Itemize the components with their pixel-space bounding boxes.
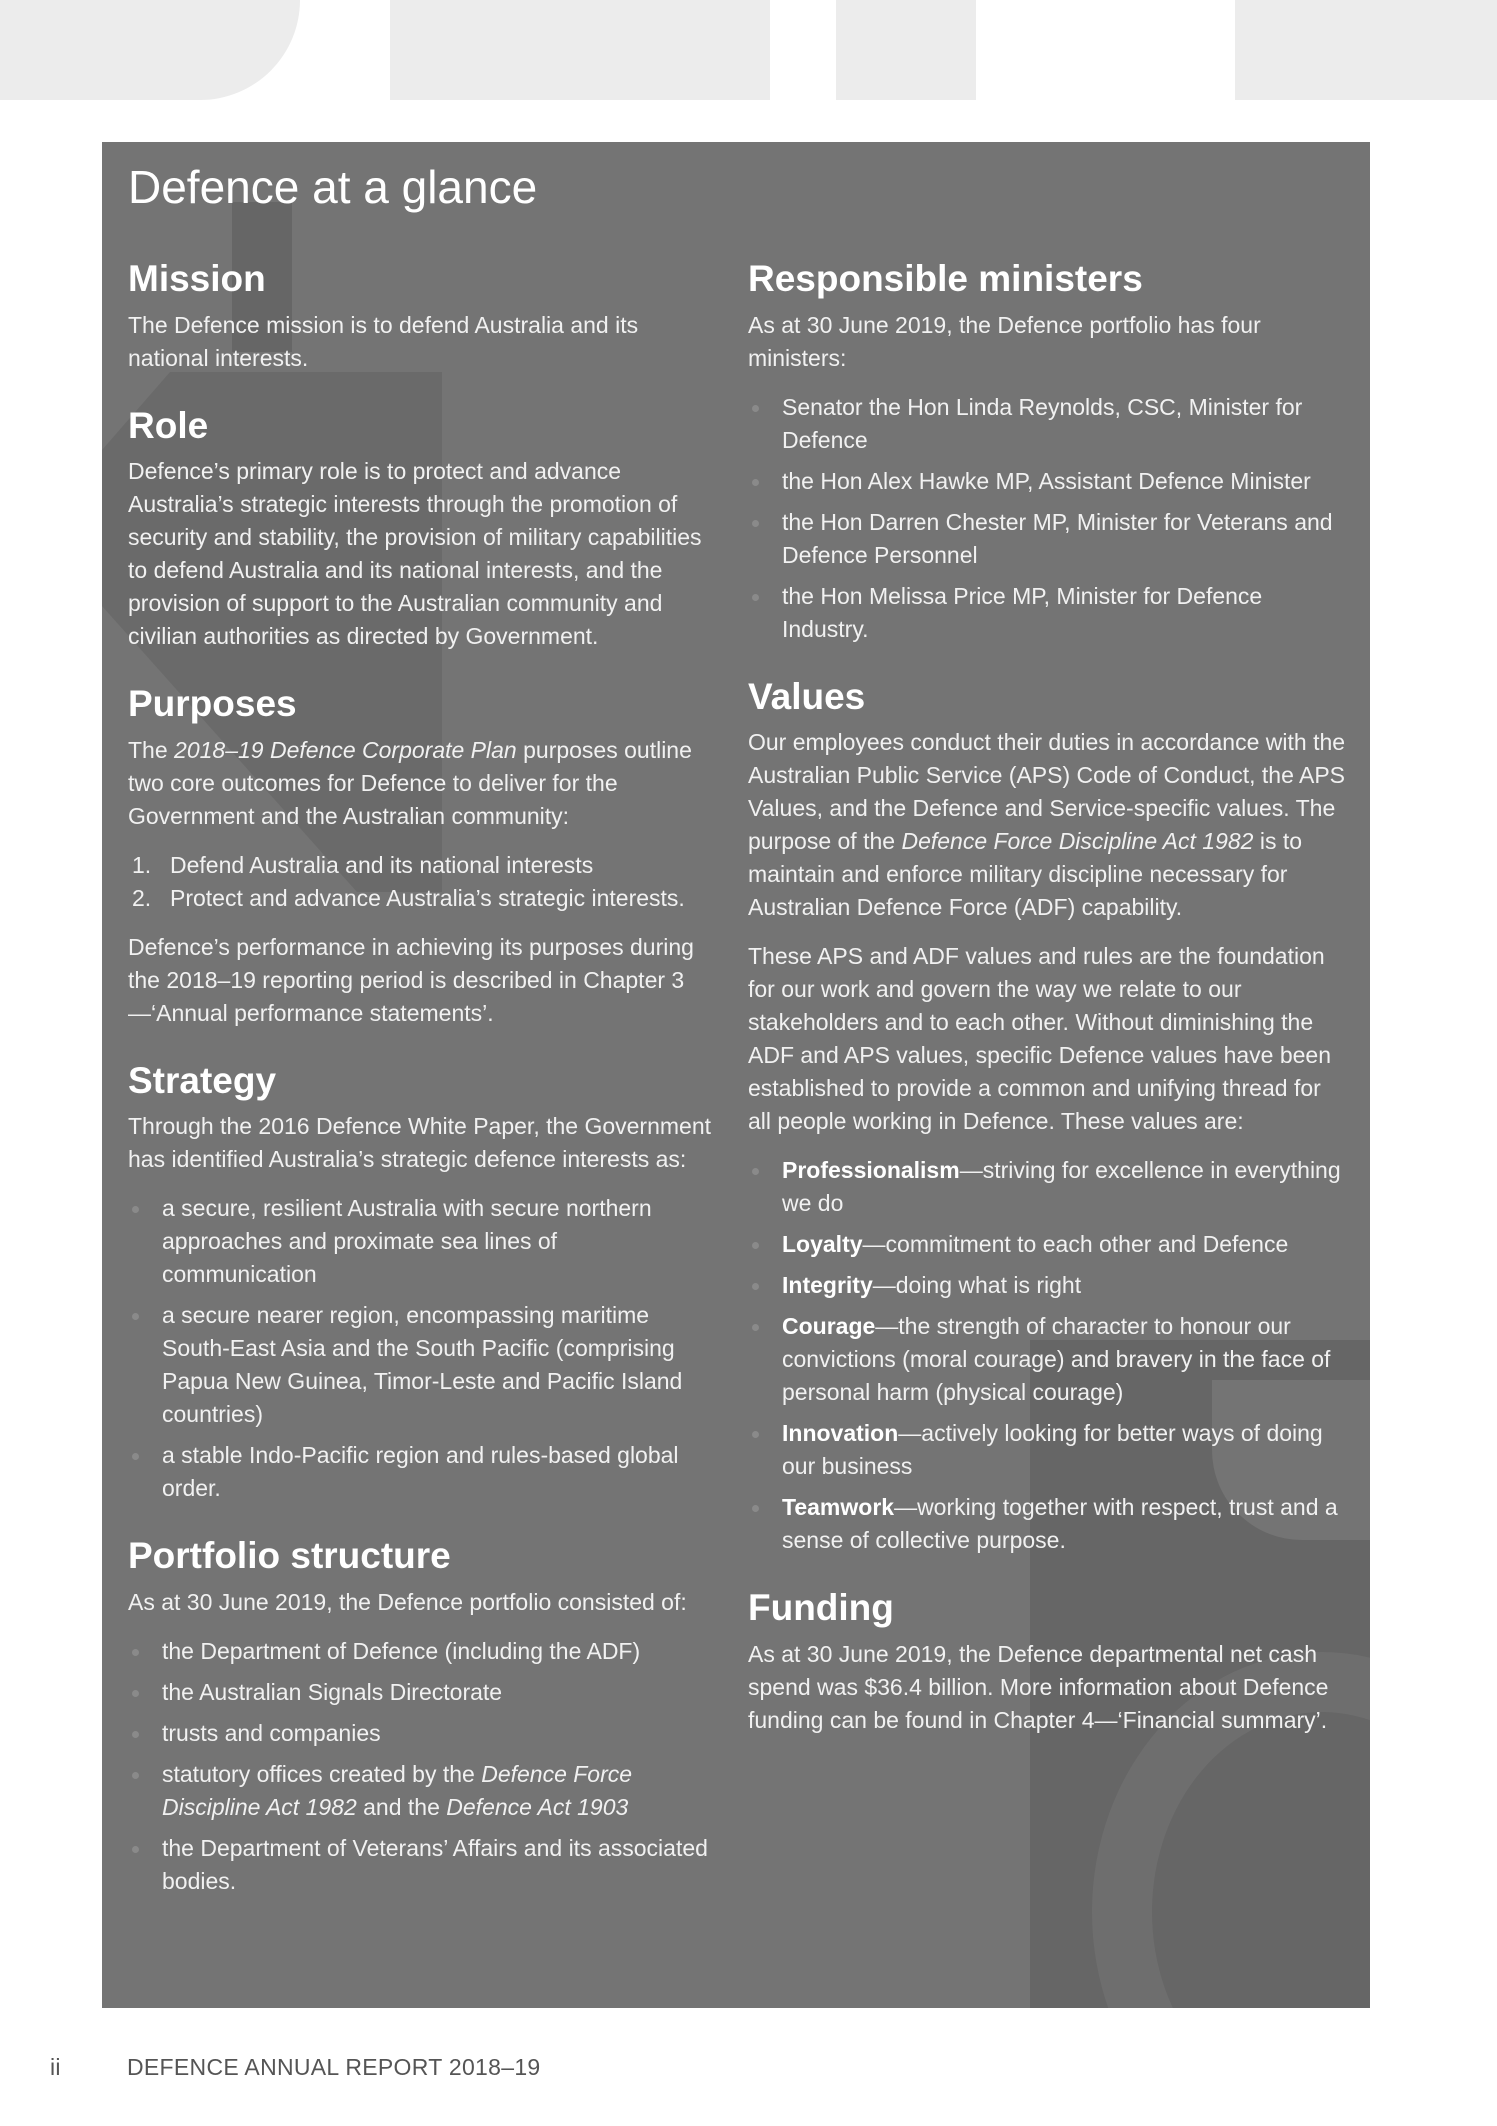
purposes-heading: Purposes <box>128 683 297 725</box>
role-heading: Role <box>128 404 209 446</box>
value-description: —commitment to each other and Defence <box>862 1231 1289 1258</box>
role-text: Defence’s primary role is to protect and advance Australia’s strategic interests through the promotion of security and stability, the provision of military capabilities to defend Australia and its national interests, and the provision of support to the Australian community and civilian authorities as directed by Government. <box>128 458 702 650</box>
list-item: the Hon Melissa Price MP, Minister for Defence Industry. <box>748 580 1348 646</box>
strategy-intro: Through the 2016 Defence White Paper, the Government has identified Australia’s strategic defence interests as: <box>128 1113 712 1173</box>
purposes-intro-pre: The <box>128 736 175 763</box>
values-section <box>748 676 1348 1558</box>
header-decoration-right <box>1235 0 1497 100</box>
act-title: Defence Force Discipline Act 1982 <box>162 1760 633 1820</box>
strategy-section <box>128 1060 718 1506</box>
list-item-text: Defend Australia and its national interests <box>170 851 594 878</box>
values-list <box>748 1154 1348 1557</box>
value-description: —striving for excellence in everything we do <box>782 1157 1341 1217</box>
list-item: a stable Indo-Pacific region and rules-based global order. <box>128 1439 718 1505</box>
values-p1-post: is to maintain and enforce military discipline necessary for Australian Defence Force (ADF) capability. <box>748 828 1303 921</box>
list-item: a secure nearer region, encompassing maritime South-East Asia and the South Pacific (comprising Papua New Guinea, Timor-Leste and Pacific Island countries) <box>128 1299 718 1431</box>
funding-heading: Funding <box>748 1587 894 1629</box>
value-description: —working together with respect, trust and a sense of collective purpose. <box>782 1494 1338 1554</box>
values-paragraph-2: These APS and ADF values and rules are the foundation for our work and govern the way we relate to our stakeholders and to each other. Without diminishing the ADF and APS values, specific Defence values have been established to provide a common and unifying thread for all people working in Defence. These values are: <box>748 943 1332 1135</box>
purposes-list <box>128 849 718 915</box>
ministers-heading: Responsible ministers <box>748 258 1143 299</box>
right-column <box>748 258 1348 1767</box>
strategy-heading: Strategy <box>128 1059 277 1101</box>
corporate-plan-title: 2018–19 Defence Corporate Plan <box>174 736 517 763</box>
header-decoration-middle <box>390 0 770 100</box>
value-term: Innovation <box>782 1420 899 1447</box>
value-description: —doing what is right <box>872 1272 1082 1299</box>
mission-heading: Mission <box>128 258 266 299</box>
purposes-section <box>128 683 718 1030</box>
list-item: the Department of Defence (including the ADF) <box>128 1635 718 1668</box>
list-item: the Australian Signals Directorate <box>128 1676 718 1709</box>
list-item <box>128 882 718 915</box>
page-title: Defence at a glance <box>128 161 538 213</box>
act-title: Defence Act 1903 <box>446 1793 629 1820</box>
portfolio-section <box>128 1535 718 1898</box>
portfolio-list <box>128 1635 718 1898</box>
list-item-text: Protect and advance Australia’s strategic interests. <box>170 884 685 911</box>
page-number: ii <box>50 2054 61 2080</box>
list-item <box>748 1269 1348 1302</box>
value-term: Teamwork <box>782 1494 895 1521</box>
values-paragraph-1 <box>748 726 1348 924</box>
strategy-list <box>128 1192 718 1505</box>
ministers-section <box>748 258 1348 646</box>
value-description: —the strength of character to honour our convictions (moral courage) and bravery in the face of personal harm (physical courage) <box>782 1313 1331 1406</box>
header-decoration-left <box>0 0 300 100</box>
list-item <box>748 1417 1348 1483</box>
list-item <box>128 1758 718 1824</box>
list-item: trusts and companies <box>128 1717 718 1750</box>
list-item: the Hon Darren Chester MP, Minister for Veterans and Defence Personnel <box>748 506 1348 572</box>
mission-section <box>128 258 718 375</box>
purposes-performance: Defence’s performance in achieving its purposes during the 2018–19 reporting period is described in Chapter 3—‘Annual performance statements’. <box>128 933 694 1026</box>
list-item <box>748 1310 1348 1409</box>
list-item: a secure, resilient Australia with secure northern approaches and proximate sea lines of communication <box>128 1192 718 1291</box>
list-item <box>748 1228 1348 1261</box>
mission-text: The Defence mission is to defend Australia and its national interests. <box>128 311 639 371</box>
funding-text: As at 30 June 2019, the Defence departmental net cash spend was $36.4 billion. More information about Defence funding can be found in Chapter 4—‘Financial summary’. <box>748 1640 1329 1733</box>
value-description: —actively looking for better ways of doing our business <box>782 1420 1323 1480</box>
value-term: Loyalty <box>782 1231 863 1258</box>
funding-section <box>748 1587 1348 1737</box>
purposes-intro-post: purposes outline two core outcomes for Defence to deliver for the Government and the Australian community: <box>128 736 692 829</box>
list-item: the Hon Alex Hawke MP, Assistant Defence Minister <box>748 465 1348 498</box>
purposes-intro <box>128 734 718 833</box>
value-term: Integrity <box>782 1272 873 1299</box>
portfolio-heading: Portfolio structure <box>128 1535 451 1577</box>
ministers-list <box>748 391 1348 646</box>
list-number: 1. <box>132 851 152 878</box>
statutory-pre: statutory offices created by the <box>162 1760 482 1787</box>
role-section <box>128 405 718 654</box>
act-title: Defence Force Discipline Act 1982 <box>901 828 1254 855</box>
statutory-mid: and the <box>356 1793 447 1820</box>
portfolio-intro: As at 30 June 2019, the Defence portfolio consisted of: <box>128 1588 687 1615</box>
header-decoration-center <box>836 0 976 100</box>
glance-panel <box>102 142 1370 2008</box>
list-number: 2. <box>132 884 152 911</box>
list-item <box>748 1491 1348 1557</box>
list-item: the Department of Veterans’ Affairs and its associated bodies. <box>128 1832 718 1898</box>
value-term: Professionalism <box>782 1157 960 1184</box>
left-column <box>128 258 718 1928</box>
list-item <box>748 1154 1348 1220</box>
ministers-intro: As at 30 June 2019, the Defence portfolio has four ministers: <box>748 311 1261 371</box>
values-heading: Values <box>748 675 866 717</box>
value-term: Courage <box>782 1313 876 1340</box>
report-title: DEFENCE ANNUAL REPORT 2018–19 <box>127 2054 541 2080</box>
values-p1-pre: Our employees conduct their duties in accordance with the Australian Public Service (APS) Code of Conduct, the APS Values, and the Defence and Service-specific values. The purpose of the <box>748 729 1346 855</box>
list-item <box>128 849 718 882</box>
list-item: Senator the Hon Linda Reynolds, CSC, Minister for Defence <box>748 391 1348 457</box>
